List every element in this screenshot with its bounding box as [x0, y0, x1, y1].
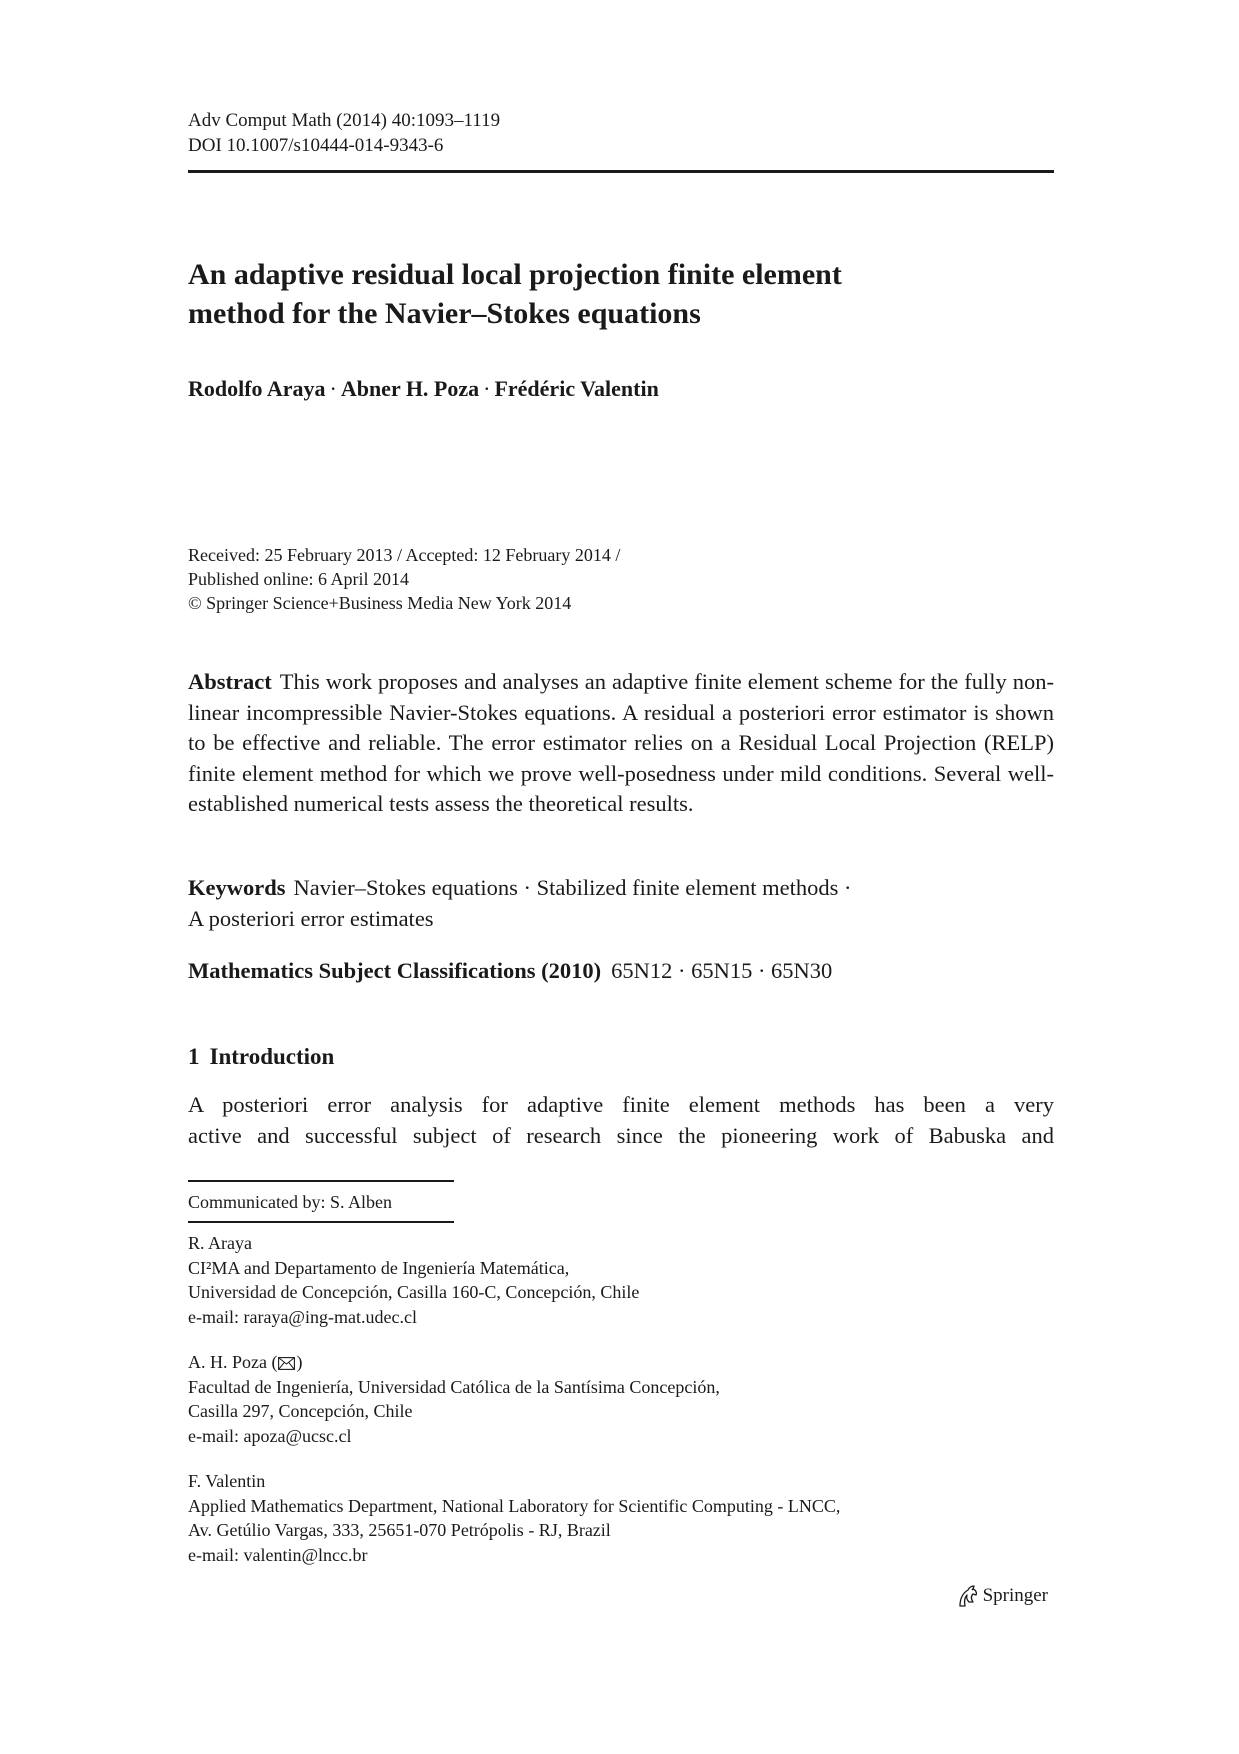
section-title: Introduction [209, 1044, 335, 1069]
paper-title [188, 255, 1054, 333]
affiliation-line: Applied Mathematics Department, National Laboratory for Scientific Computing - LNCC, [188, 1495, 841, 1516]
envelope-icon [278, 1357, 295, 1370]
author-name: Rodolfo Araya [188, 376, 326, 401]
affiliation-valentin [188, 1469, 840, 1567]
doi[interactable]: DOI 10.1007/s10444-014-9343-6 [188, 135, 444, 156]
publisher-mark [957, 1584, 1048, 1608]
author-name: Frédéric Valentin [494, 376, 659, 401]
affiliation-name: A. H. Poza ( [188, 1352, 278, 1372]
msc-classification [188, 956, 1054, 987]
published-online: Published online: 6 April 2014 [188, 569, 410, 589]
affiliation-line: Universidad de Concepción, Casilla 160-C, Concepción, Chile [188, 1282, 640, 1302]
journal-header [188, 108, 500, 158]
affiliation-email[interactable]: e-mail: raraya@ing-mat.udec.cl [188, 1306, 417, 1327]
footnote-rule [188, 1221, 454, 1223]
affiliation-email[interactable]: e-mail: valentin@lncc.br [188, 1544, 368, 1565]
author-list [188, 375, 659, 403]
keywords-label: Keywords [188, 875, 286, 900]
keywords-line-1: Navier–Stokes equations · Stabilized finite element methods · [293, 875, 852, 900]
abstract-text: This work proposes and analyses an adaptive finite element scheme for the fully non-linear incompressible Navier-Stokes equations. A residual a posteriori error estimator is shown to be effective and reliable. The error estimator relies on a Residual Local Projection (RELP) finite element method for which we prove well-posedness under mild conditions. Several well-established numerical tests assess the theoretical results. [188, 669, 1054, 816]
publisher-name: Springer [982, 1585, 1048, 1606]
author-name: Abner H. Poza [340, 376, 480, 401]
springer-horse-logo-icon [957, 1584, 979, 1608]
affiliation-email[interactable]: e-mail: apoza@ucsc.cl [188, 1425, 352, 1446]
affiliation-araya [188, 1231, 639, 1329]
author-separator: · [329, 376, 337, 401]
title-line-1: An adaptive residual local projection finite element [188, 258, 842, 291]
abstract [188, 667, 1054, 820]
affiliation-line: Casilla 297, Concepción, Chile [188, 1401, 413, 1421]
affiliation-name-row [188, 1350, 720, 1375]
keywords [188, 873, 1054, 934]
msc-label: Mathematics Subject Classifications (2010) [188, 958, 602, 983]
section-heading [188, 1042, 334, 1072]
header-rule [188, 170, 1054, 173]
received-accepted: Received: 25 February 2013 / Accepted: 12 February 2014 / [188, 545, 621, 565]
msc-codes: 65N12 · 65N15 · 65N30 [611, 958, 833, 983]
affiliation-poza [188, 1350, 720, 1448]
affiliation-name: F. Valentin [188, 1471, 266, 1491]
footnote-rule [188, 1180, 454, 1182]
title-line-2: method for the Navier–Stokes equations [188, 297, 701, 330]
abstract-label: Abstract [188, 669, 272, 694]
communicated-by: Communicated by: S. Alben [188, 1192, 392, 1212]
affiliation-line: CI²MA and Departamento de Ingeniería Matemática, [188, 1257, 570, 1278]
affiliation-line: Av. Getúlio Vargas, 333, 25651-070 Petrópolis - RJ, Brazil [188, 1520, 611, 1540]
author-separator: · [483, 376, 491, 401]
intro-paragraph [188, 1090, 1054, 1151]
intro-line-1: A posteriori error analysis for adaptive finite element methods has been a very [188, 1092, 1054, 1117]
affiliation-name-suffix: ) [296, 1352, 303, 1372]
copyright: © Springer Science+Business Media New York 2014 [188, 593, 572, 613]
affiliation-name: R. Araya [188, 1233, 252, 1253]
publication-dates [188, 543, 620, 615]
intro-line-2: active and successful subject of research since the pioneering work of Babuska and [188, 1122, 1054, 1148]
section-number: 1 [188, 1044, 200, 1069]
keywords-line-2: A posteriori error estimates [188, 905, 434, 931]
journal-citation: Adv Comput Math (2014) 40:1093–1119 [188, 110, 501, 131]
affiliation-line: Facultad de Ingeniería, Universidad Católica de la Santísima Concepción, [188, 1376, 720, 1397]
